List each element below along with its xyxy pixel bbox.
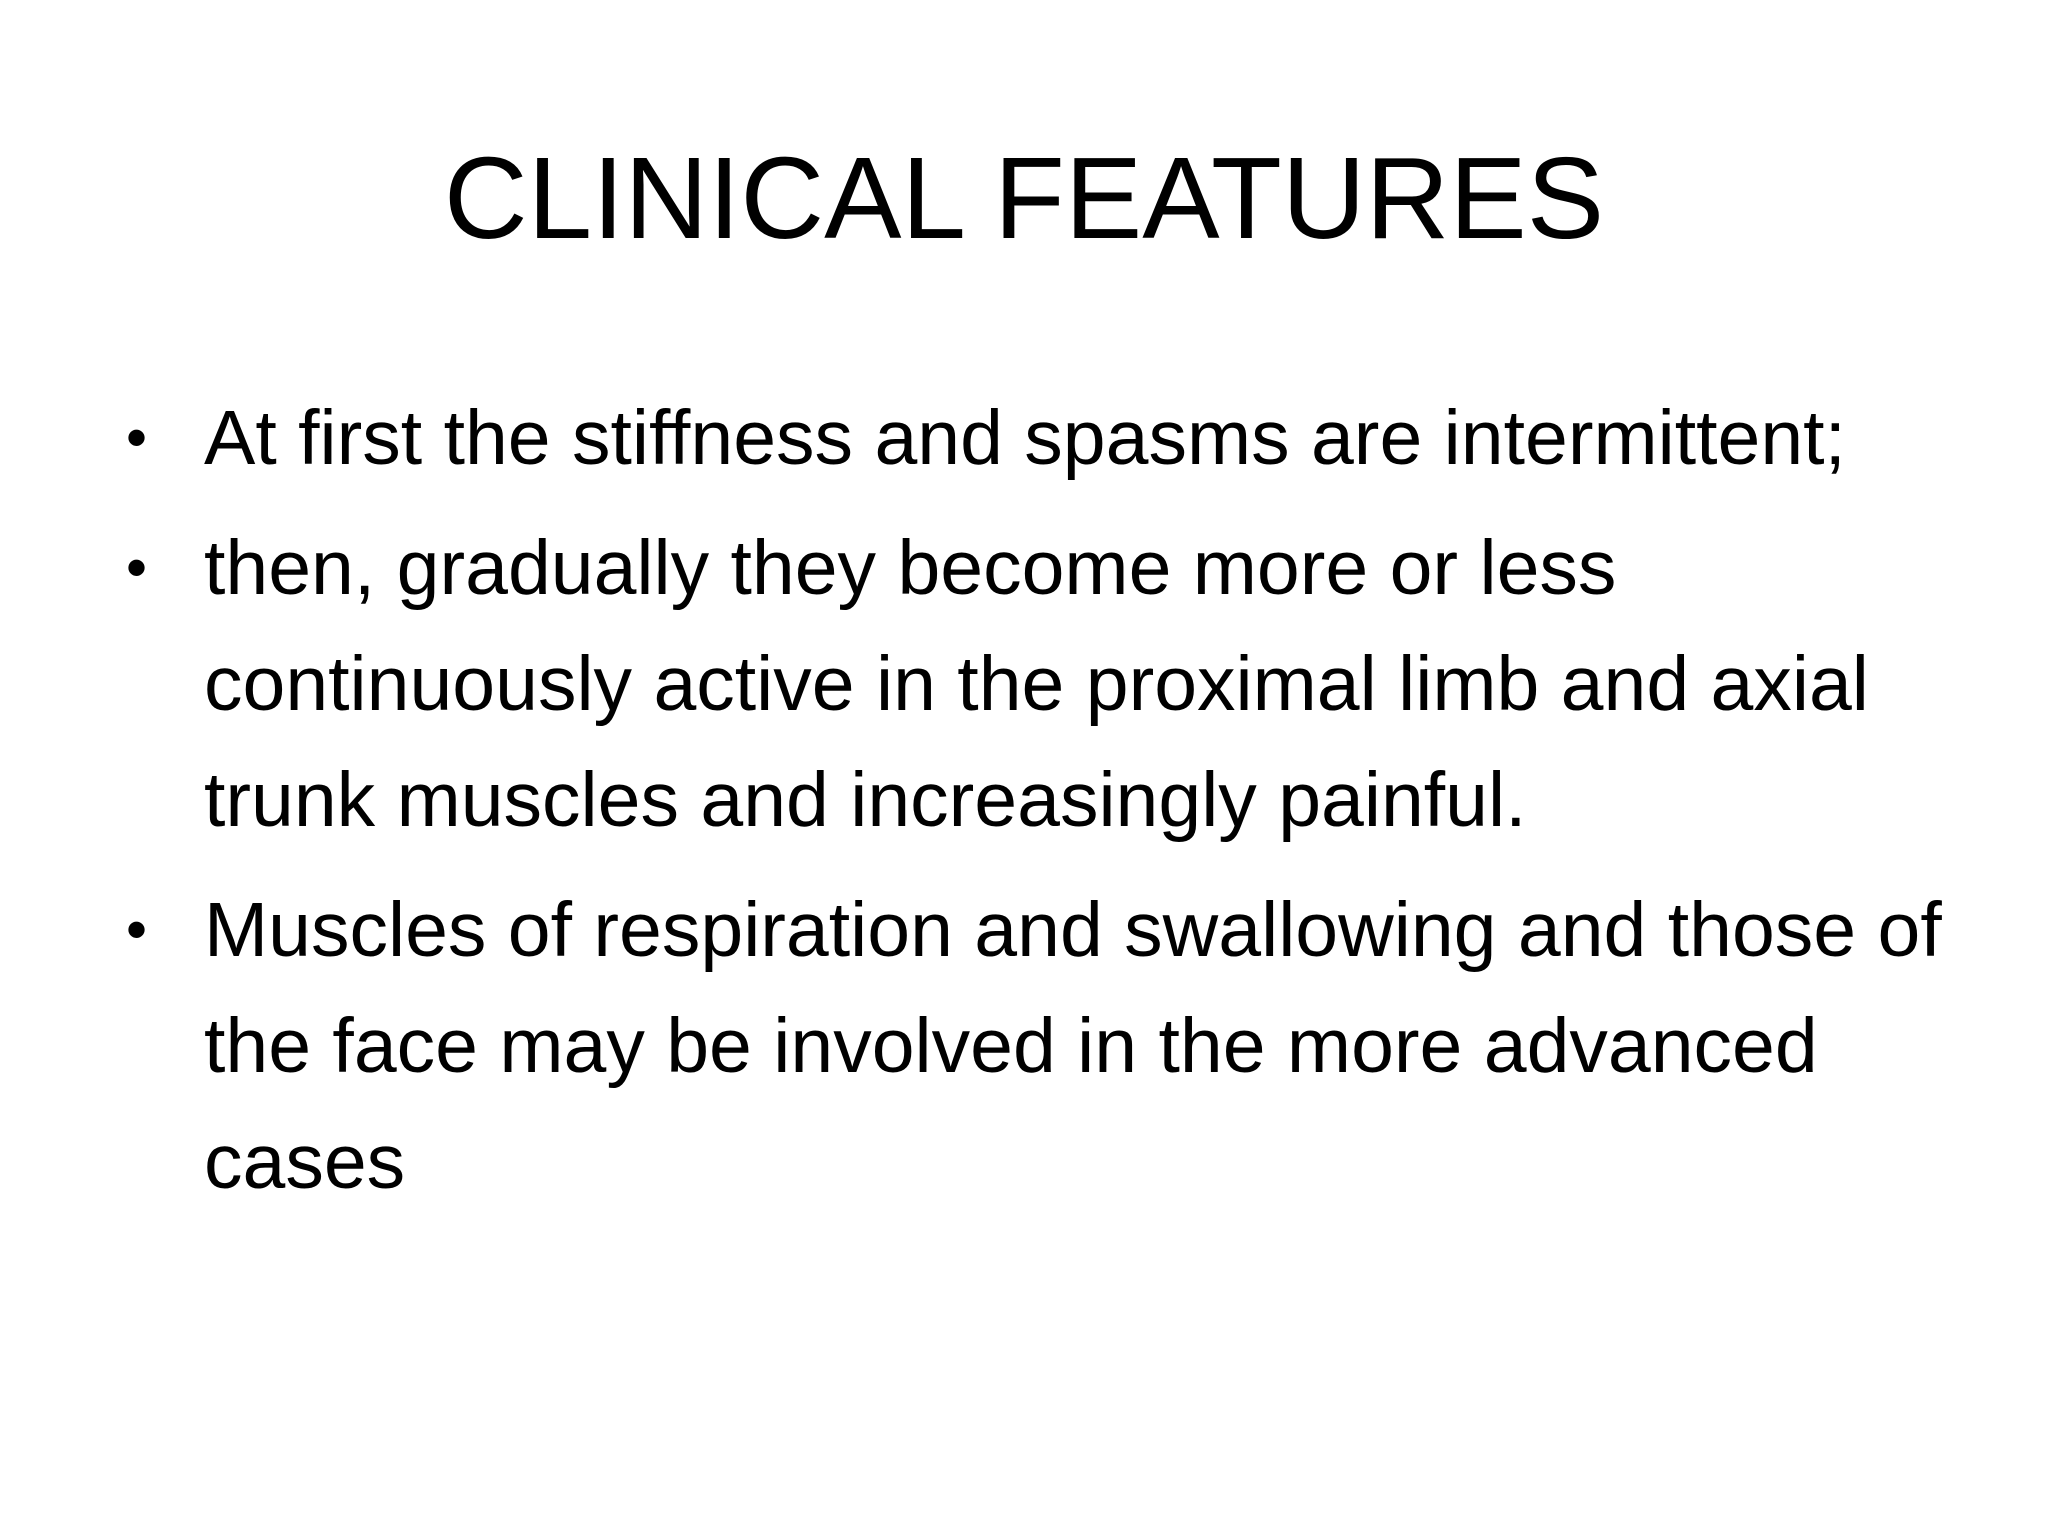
bullet-dot-icon: • (126, 404, 148, 471)
bullet-text: Muscles of respiration and swallowing and those of the face may be involved in the more advanced cases (204, 887, 1942, 1205)
bullet-item (120, 872, 1960, 1220)
bullet-text: At first the stiffness and spasms are intermittent; (204, 395, 1846, 481)
bullet-dot-icon: • (126, 896, 148, 963)
bullet-dot-icon: • (126, 534, 148, 601)
bullet-item (120, 380, 1960, 496)
bullet-text: then, gradually they become more or less continuously active in the proximal limb and axial trunk muscles and increasingly painful. (204, 525, 1869, 843)
bullet-list (120, 380, 1960, 1234)
slide-title: CLINICAL FEATURES (443, 133, 1605, 263)
bullet-item (120, 510, 1960, 858)
